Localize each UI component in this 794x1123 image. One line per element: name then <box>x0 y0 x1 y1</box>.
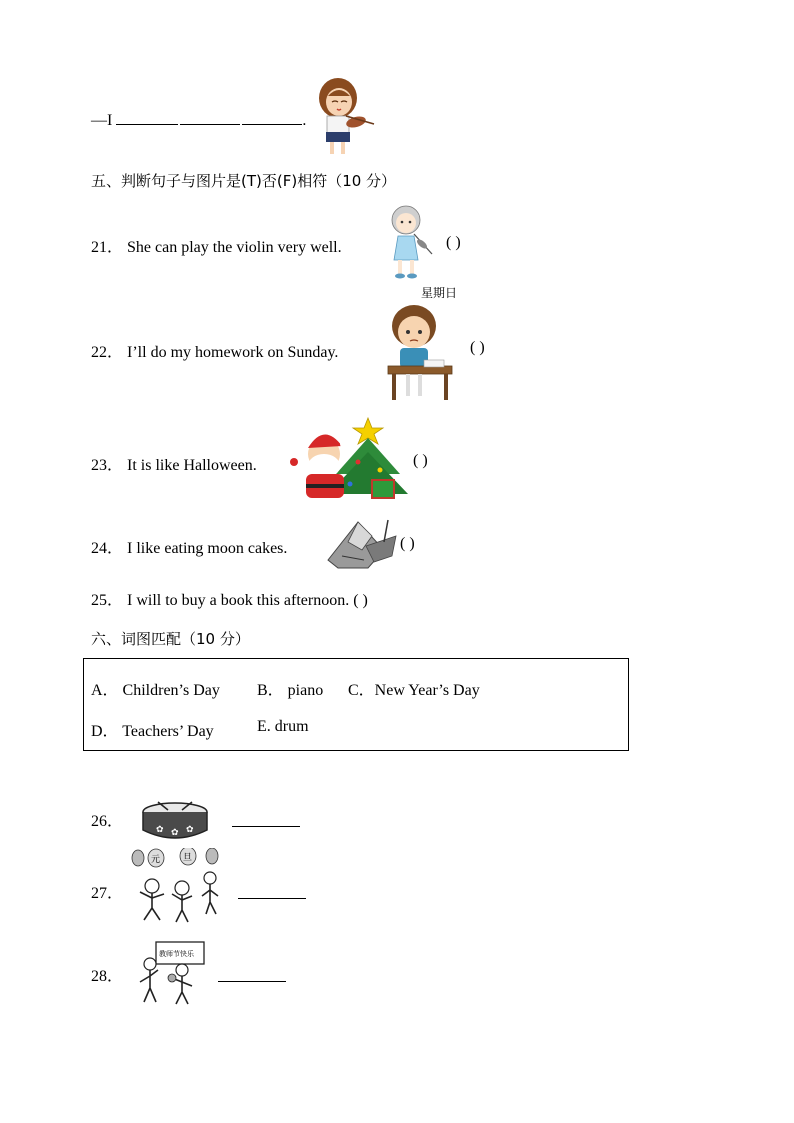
item-sentence: I’ll do my homework on Sunday. <box>127 344 339 361</box>
sunday-caption: 星期日 <box>421 286 458 300</box>
item-22 <box>91 339 338 362</box>
answer-paren-25[interactable]: ( ) <box>353 592 368 609</box>
zongzi-picture <box>322 516 400 572</box>
option-d: D． Teachers’ Day <box>91 723 214 740</box>
option-c: C．New Year’s Day <box>348 682 480 699</box>
item-number: 24． <box>91 540 124 557</box>
violin-player-picture <box>384 204 436 280</box>
answer-blank-2[interactable] <box>180 110 240 125</box>
item-26-number: 26． <box>91 813 124 830</box>
options-box <box>83 658 629 751</box>
answer-blank-3[interactable] <box>242 110 302 125</box>
item-23 <box>91 452 257 475</box>
board-text: 教师节快乐 <box>159 950 194 958</box>
section6-heading: 六、词图匹配（10 分） <box>91 630 250 648</box>
item-number: 22． <box>91 344 124 361</box>
answer-blank-28[interactable] <box>218 967 286 982</box>
balloon-label-2: 旦 <box>183 853 193 863</box>
section5-heading: 五、判断句子与图片是(T)否(F)相符（10 分） <box>91 172 397 190</box>
answer-paren-21[interactable]: ( ) <box>446 234 461 251</box>
item-28-number: 28． <box>91 968 124 985</box>
item-21 <box>91 234 342 257</box>
christmas-picture <box>288 412 416 504</box>
item-25 <box>91 587 368 610</box>
answer-blank-26[interactable] <box>232 812 300 827</box>
answer-blank-27[interactable] <box>238 884 306 899</box>
violin-girl-picture <box>310 76 380 158</box>
balloon-label-1: 元 <box>151 855 161 865</box>
item-sentence: I will to buy a book this afternoon. <box>127 592 350 609</box>
svg-text:✿: ✿ <box>156 825 164 835</box>
item-24 <box>91 535 287 558</box>
teachers-day-picture <box>136 940 208 1006</box>
option-b: B． piano <box>257 682 324 699</box>
drum-picture <box>138 800 212 844</box>
option-e: E. drum <box>257 718 309 735</box>
new-year-picture <box>130 848 224 924</box>
svg-text:✿: ✿ <box>171 828 179 838</box>
svg-text:✿: ✿ <box>186 825 194 835</box>
answer-prefix: —I <box>91 112 113 129</box>
item-number: 23． <box>91 457 124 474</box>
item-27-number: 27． <box>91 885 124 902</box>
answer-paren-23[interactable]: ( ) <box>413 452 428 469</box>
boy-homework-picture <box>384 302 456 406</box>
answer-paren-22[interactable]: ( ) <box>470 339 485 356</box>
answer-paren-24[interactable]: ( ) <box>400 535 415 552</box>
item-sentence: She can play the violin very well. <box>127 239 342 256</box>
answer-blank-1[interactable] <box>116 110 178 125</box>
item-sentence: I like eating moon cakes. <box>127 540 288 557</box>
item-number: 21． <box>91 239 124 256</box>
item-sentence: It is like Halloween. <box>127 457 257 474</box>
item-number: 25． <box>91 592 124 609</box>
answer-suffix: . <box>302 112 307 129</box>
top-answer-line <box>91 110 306 130</box>
option-a: A． Children’s Day <box>91 682 220 699</box>
